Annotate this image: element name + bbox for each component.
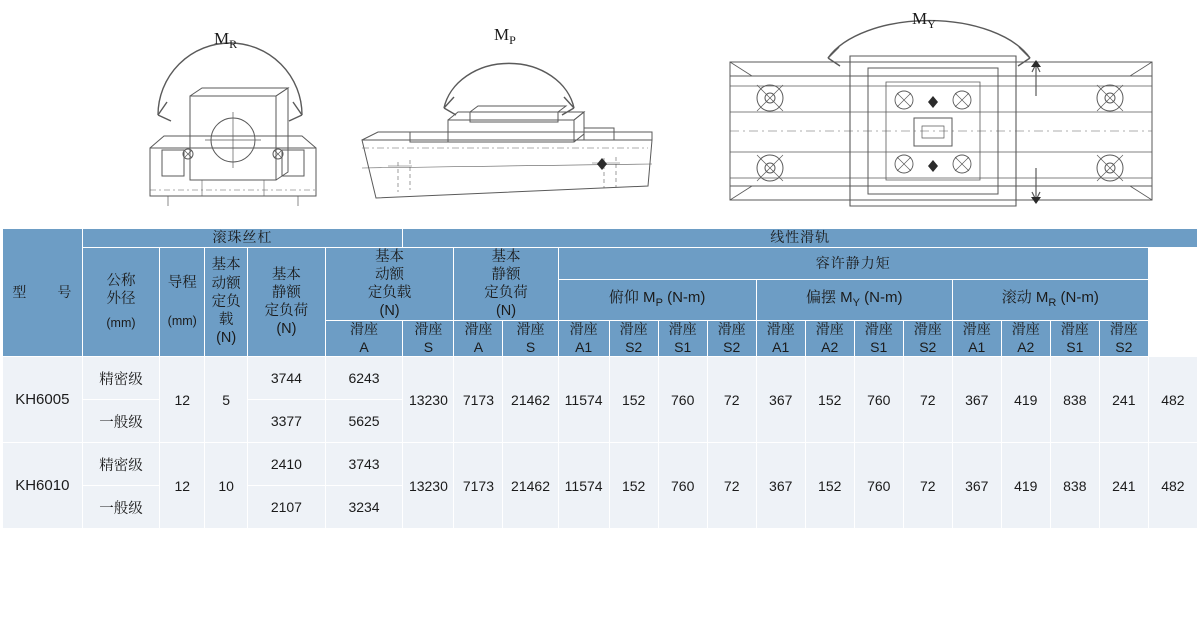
cell-nominal-diameter: 12 [160, 357, 205, 443]
cell-bs-static: 3234 [325, 486, 403, 529]
header-roll-moment: 滚动 $M_R$ (N-m) [952, 280, 1148, 321]
cell-yaw-a2: 760 [854, 443, 903, 529]
cell-roll-a1: 419 [1001, 443, 1050, 529]
cell-roll-s1: 241 [1099, 357, 1148, 443]
moment-mr-label: $M_R$ [214, 29, 238, 51]
cell-bs-static: 5625 [325, 400, 403, 443]
header-row-groups [3, 229, 1198, 248]
cell-pitch-a1: 152 [609, 443, 658, 529]
diagram-area [0, 0, 1200, 228]
cell-bs-dynamic: 3744 [248, 357, 326, 400]
cell-grade: 一般级 [82, 486, 160, 529]
cell-lr-static-s: 11574 [558, 443, 609, 529]
header-carriage-pitch-s2b: 滑座 S2 [707, 321, 756, 357]
header-carriage-yaw-s2: 滑座 S2 [903, 321, 952, 357]
cell-lr-static-s: 11574 [558, 357, 609, 443]
cell-lead: 5 [205, 357, 248, 443]
cell-lr-dynamic-a: 13230 [403, 443, 454, 529]
header-carriage-roll-a2: 滑座 A2 [1001, 321, 1050, 357]
spec-table-wrapper [0, 228, 1200, 529]
cell-yaw-a1: 152 [805, 443, 854, 529]
cell-bs-static: 6243 [325, 357, 403, 400]
header-model: 型 号 [3, 229, 83, 357]
cell-pitch-s1: 72 [707, 443, 756, 529]
cell-yaw-a1: 152 [805, 357, 854, 443]
cell-pitch-s2b: 367 [756, 443, 805, 529]
cell-bs-dynamic: 2107 [248, 486, 326, 529]
header-lr-static-load: 基本 静额 定负荷 (N) [454, 247, 558, 321]
header-carriage-roll-s1: 滑座 S1 [1050, 321, 1099, 357]
cell-lr-dynamic-s: 7173 [454, 443, 503, 529]
cell-lr-static-a: 21462 [503, 443, 558, 529]
diagram-side-view-mp [352, 0, 662, 228]
cell-roll-s1: 241 [1099, 443, 1148, 529]
cell-bs-static: 3743 [325, 443, 403, 486]
cell-pitch-s2b: 367 [756, 357, 805, 443]
header-group-linear-rail: 线性滑轨 [403, 229, 1198, 248]
header-carriage-yaw-a1: 滑座 A1 [756, 321, 805, 357]
cell-lr-dynamic-s: 7173 [454, 357, 503, 443]
cell-bs-dynamic: 2410 [248, 443, 326, 486]
header-lead: 导程 (mm) [160, 247, 205, 357]
cell-yaw-s2: 367 [952, 443, 1001, 529]
header-carriage-roll-s2: 滑座 S2 [1099, 321, 1148, 357]
header-carriage-yaw-a2: 滑座 A2 [805, 321, 854, 357]
header-carriage-pitch-a1: 滑座 A1 [558, 321, 609, 357]
cell-grade: 一般级 [82, 400, 160, 443]
header-carriage-lr-sta-s: 滑座 S [503, 321, 558, 357]
cell-lead: 10 [205, 443, 248, 529]
cell-roll-a2: 838 [1050, 443, 1099, 529]
header-nominal-diameter: 公称 外径 (mm) [82, 247, 160, 357]
cell-roll-a2: 838 [1050, 357, 1099, 443]
header-carriage-pitch-s1: 滑座 S1 [658, 321, 707, 357]
table-row [3, 443, 1198, 486]
header-bs-dynamic-load: 基本 动额 定负载 (N) [205, 247, 248, 357]
header-carriage-lr-dyn-s: 滑座 S [403, 321, 454, 357]
cell-model: KH6010 [3, 443, 83, 529]
cell-roll-a1: 419 [1001, 357, 1050, 443]
header-lr-dynamic-load: 基本 动额 定负载 (N) [325, 247, 454, 321]
cell-pitch-a1: 152 [609, 357, 658, 443]
cell-bs-dynamic: 3377 [248, 400, 326, 443]
cell-lr-static-a: 21462 [503, 357, 558, 443]
cell-yaw-s1: 72 [903, 357, 952, 443]
cell-yaw-s1: 72 [903, 443, 952, 529]
header-group-static-moment: 容许静力矩 [558, 247, 1148, 280]
cell-nominal-diameter: 12 [160, 443, 205, 529]
header-carriage-roll-a1: 滑座 A1 [952, 321, 1001, 357]
header-carriage-lr-dyn-a: 滑座 A [325, 321, 403, 357]
header-row-subgroups [3, 247, 1198, 280]
diagram-top-view-my [700, 0, 1180, 228]
cell-roll-s2: 482 [1148, 443, 1197, 529]
header-group-ballscrew: 滚珠丝杠 [82, 229, 403, 248]
spec-table [2, 228, 1198, 529]
moment-my-label: $M_Y$ [912, 9, 936, 31]
cell-grade: 精密级 [82, 443, 160, 486]
cell-model: KH6005 [3, 357, 83, 443]
cell-roll-s2: 482 [1148, 357, 1197, 443]
header-pitch-moment: 俯仰 $M_P$ (N-m) [558, 280, 756, 321]
cell-yaw-s2: 367 [952, 357, 1001, 443]
table-row [3, 357, 1198, 400]
cell-pitch-s2: 760 [658, 443, 707, 529]
header-carriage-pitch-s2: 滑座 S2 [609, 321, 658, 357]
header-bs-static-load: 基本 静额 定负荷 (N) [248, 247, 326, 357]
header-yaw-moment: 偏摆 $M_Y$ (N-m) [756, 280, 952, 321]
cell-lr-dynamic-a: 13230 [403, 357, 454, 443]
cell-yaw-a2: 760 [854, 357, 903, 443]
cell-grade: 精密级 [82, 357, 160, 400]
cell-pitch-s1: 72 [707, 357, 756, 443]
cell-pitch-s2: 760 [658, 357, 707, 443]
diagram-front-view-mr [128, 0, 338, 228]
header-carriage-lr-sta-a: 滑座 A [454, 321, 503, 357]
moment-mp-label: $M_P$ [494, 25, 516, 47]
header-carriage-yaw-s1: 滑座 S1 [854, 321, 903, 357]
